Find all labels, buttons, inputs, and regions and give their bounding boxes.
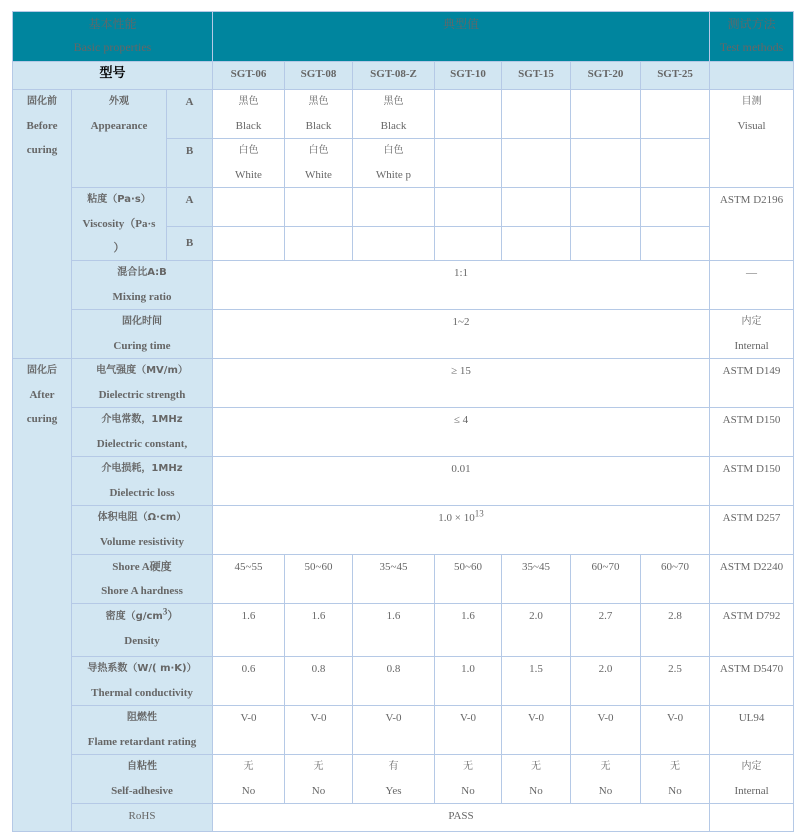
- thermal-conductivity-value: 1.5: [502, 657, 571, 706]
- appearance-method: 目测 Visual: [710, 90, 794, 188]
- appearance-a-value: [641, 90, 710, 139]
- group-before-curing: 固化前 Before curing: [13, 90, 72, 359]
- rohs-label: RoHS: [72, 804, 213, 832]
- self-adhesive-row: [13, 755, 794, 804]
- viscosity-a-value: [353, 188, 435, 227]
- self-adhesive-label: 自粘性 Self-adhesive: [72, 755, 213, 804]
- basic-properties-header: 基本性能 Basic properties: [13, 12, 213, 62]
- hardness-method: ASTM D2240: [710, 555, 794, 604]
- curing-time-label: 固化时间 Curing time: [72, 310, 213, 359]
- dielectric-constant-label: 介电常数，1MHz Dielectric constant,: [72, 408, 213, 457]
- curing-time-row: [13, 310, 794, 359]
- thermal-conductivity-value: 0.6: [213, 657, 285, 706]
- density-value: 1.6: [213, 604, 285, 657]
- self-adhesive-value: 无 No: [571, 755, 641, 804]
- self-adhesive-method: 内定 Internal: [710, 755, 794, 804]
- mixing-ratio-method: —: [710, 261, 794, 310]
- dielectric-constant-value: ≤ 4: [213, 408, 710, 457]
- dielectric-loss-row: [13, 457, 794, 506]
- appearance-b-value: 白色 White: [213, 139, 285, 188]
- dielectric-strength-label: 电气强度（MV/m） Dielectric strength: [72, 359, 213, 408]
- hardness-value: 35~45: [502, 555, 571, 604]
- viscosity-b-value: [641, 226, 710, 260]
- volume-resistivity-method: ASTM D257: [710, 506, 794, 555]
- flame-retardant-value: V-0: [435, 706, 502, 755]
- viscosity-b-value: [571, 226, 641, 260]
- viscosity-b-value: [435, 226, 502, 260]
- flame-retardant-row: [13, 706, 794, 755]
- density-label: 密度$(g/cm^3)$ Density: [72, 604, 213, 657]
- appearance-a-value: [502, 90, 571, 139]
- viscosity-method: ASTM D2196: [710, 188, 794, 261]
- appearance-b-value: [502, 139, 571, 188]
- flame-retardant-value: V-0: [502, 706, 571, 755]
- appearance-b-value: 白色 White: [285, 139, 353, 188]
- density-row: [13, 604, 794, 657]
- thermal-conductivity-value: 0.8: [353, 657, 435, 706]
- hardness-value: 60~70: [571, 555, 641, 604]
- flame-retardant-label: 阻燃性 Flame retardant rating: [72, 706, 213, 755]
- model-sgt-25: SGT-25: [641, 62, 710, 90]
- dielectric-loss-method: ASTM D150: [710, 457, 794, 506]
- flame-retardant-value: V-0: [213, 706, 285, 755]
- thermal-conductivity-value: 2.0: [571, 657, 641, 706]
- dielectric-loss-label: 介电损耗，1MHz Dielectric loss: [72, 457, 213, 506]
- thermal-conductivity-method: ASTM D5470: [710, 657, 794, 706]
- viscosity-b-value: [213, 226, 285, 260]
- volume-resistivity-value: $1.0 \times 10^{13}$: [213, 506, 710, 555]
- self-adhesive-value: 无 No: [213, 755, 285, 804]
- dielectric-constant-method: ASTM D150: [710, 408, 794, 457]
- density-method: ASTM D792: [710, 604, 794, 657]
- density-value: 1.6: [285, 604, 353, 657]
- model-sgt-08-z: SGT-08-Z: [353, 62, 435, 90]
- group-after-curing: 固化后 After curing: [13, 359, 72, 832]
- appearance-label: 外观 Appearance: [72, 90, 167, 188]
- appearance-a-row: [13, 90, 794, 139]
- model-label: 型号: [13, 62, 213, 90]
- mixing-ratio-label: 混合比A:B Mixing ratio: [72, 261, 213, 310]
- hardness-value: 45~55: [213, 555, 285, 604]
- appearance-a-value: 黑色 Black: [213, 90, 285, 139]
- self-adhesive-value: 有 Yes: [353, 755, 435, 804]
- density-value: 2.8: [641, 604, 710, 657]
- appearance-part-a: A: [167, 90, 213, 139]
- hardness-value: 35~45: [353, 555, 435, 604]
- volume-resistivity-row: [13, 506, 794, 555]
- appearance-a-value: [571, 90, 641, 139]
- viscosity-b-value: [285, 226, 353, 260]
- thermal-conductivity-label: 导热系数（W/( m·K)） Thermal conductivity: [72, 657, 213, 706]
- rohs-method: [710, 804, 794, 832]
- hardness-value: 50~60: [435, 555, 502, 604]
- flame-retardant-value: V-0: [353, 706, 435, 755]
- model-sgt-20: SGT-20: [571, 62, 641, 90]
- curing-time-value: 1~2: [213, 310, 710, 359]
- thermal-conductivity-row: [13, 657, 794, 706]
- density-value: 1.6: [435, 604, 502, 657]
- header-row: [13, 12, 794, 62]
- mixing-ratio-row: [13, 261, 794, 310]
- appearance-part-b: B: [167, 139, 213, 188]
- appearance-a-value: 黑色 Black: [285, 90, 353, 139]
- mixing-ratio-value: 1:1: [213, 261, 710, 310]
- density-value: 1.6: [353, 604, 435, 657]
- flame-retardant-method: UL94: [710, 706, 794, 755]
- model-sgt-15: SGT-15: [502, 62, 571, 90]
- dielectric-strength-value: ≥ 15: [213, 359, 710, 408]
- self-adhesive-value: 无 No: [502, 755, 571, 804]
- viscosity-a-value: [502, 188, 571, 227]
- rohs-value: PASS: [213, 804, 710, 832]
- viscosity-a-value: [571, 188, 641, 227]
- viscosity-b-value: [353, 226, 435, 260]
- viscosity-part-a: A: [167, 188, 213, 227]
- self-adhesive-value: 无 No: [641, 755, 710, 804]
- viscosity-b-value: [502, 226, 571, 260]
- dielectric-loss-value: 0.01: [213, 457, 710, 506]
- model-row: [13, 62, 794, 90]
- hardness-row: [13, 555, 794, 604]
- appearance-a-value: 黑色 Black: [353, 90, 435, 139]
- appearance-b-value: [571, 139, 641, 188]
- dielectric-constant-row: [13, 408, 794, 457]
- viscosity-a-row: [13, 188, 794, 227]
- rohs-row: [13, 804, 794, 832]
- viscosity-a-value: [285, 188, 353, 227]
- flame-retardant-value: V-0: [571, 706, 641, 755]
- density-value: 2.0: [502, 604, 571, 657]
- appearance-a-value: [435, 90, 502, 139]
- volume-resistivity-label: 体积电阻（Ω·cm） Volume resistivity: [72, 506, 213, 555]
- hardness-label: Shore A硬度 Shore A hardness: [72, 555, 213, 604]
- dielectric-strength-method: ASTM D149: [710, 359, 794, 408]
- hardness-value: 50~60: [285, 555, 353, 604]
- viscosity-part-b: B: [167, 226, 213, 260]
- model-sgt-06: SGT-06: [213, 62, 285, 90]
- dielectric-strength-row: [13, 359, 794, 408]
- curing-time-method: 内定 Internal: [710, 310, 794, 359]
- thermal-conductivity-value: 0.8: [285, 657, 353, 706]
- self-adhesive-value: 无 No: [285, 755, 353, 804]
- test-methods-header: 测试方法 Test methods: [710, 12, 794, 62]
- density-value: 2.7: [571, 604, 641, 657]
- properties-table: [12, 11, 794, 832]
- flame-retardant-value: V-0: [641, 706, 710, 755]
- model-sgt-10: SGT-10: [435, 62, 502, 90]
- model-sgt-08: SGT-08: [285, 62, 353, 90]
- flame-retardant-value: V-0: [285, 706, 353, 755]
- viscosity-a-value: [641, 188, 710, 227]
- thermal-conductivity-value: 2.5: [641, 657, 710, 706]
- appearance-b-value: [435, 139, 502, 188]
- model-method-blank: [710, 62, 794, 90]
- typical-values-header: 典型值: [213, 12, 710, 62]
- appearance-b-value: 白色 White p: [353, 139, 435, 188]
- self-adhesive-value: 无 No: [435, 755, 502, 804]
- hardness-value: 60~70: [641, 555, 710, 604]
- thermal-conductivity-value: 1.0: [435, 657, 502, 706]
- viscosity-a-value: [435, 188, 502, 227]
- viscosity-label: 粘度（Pa·s） Viscosity（Pa·s ）: [72, 188, 167, 261]
- viscosity-a-value: [213, 188, 285, 227]
- appearance-b-value: [641, 139, 710, 188]
